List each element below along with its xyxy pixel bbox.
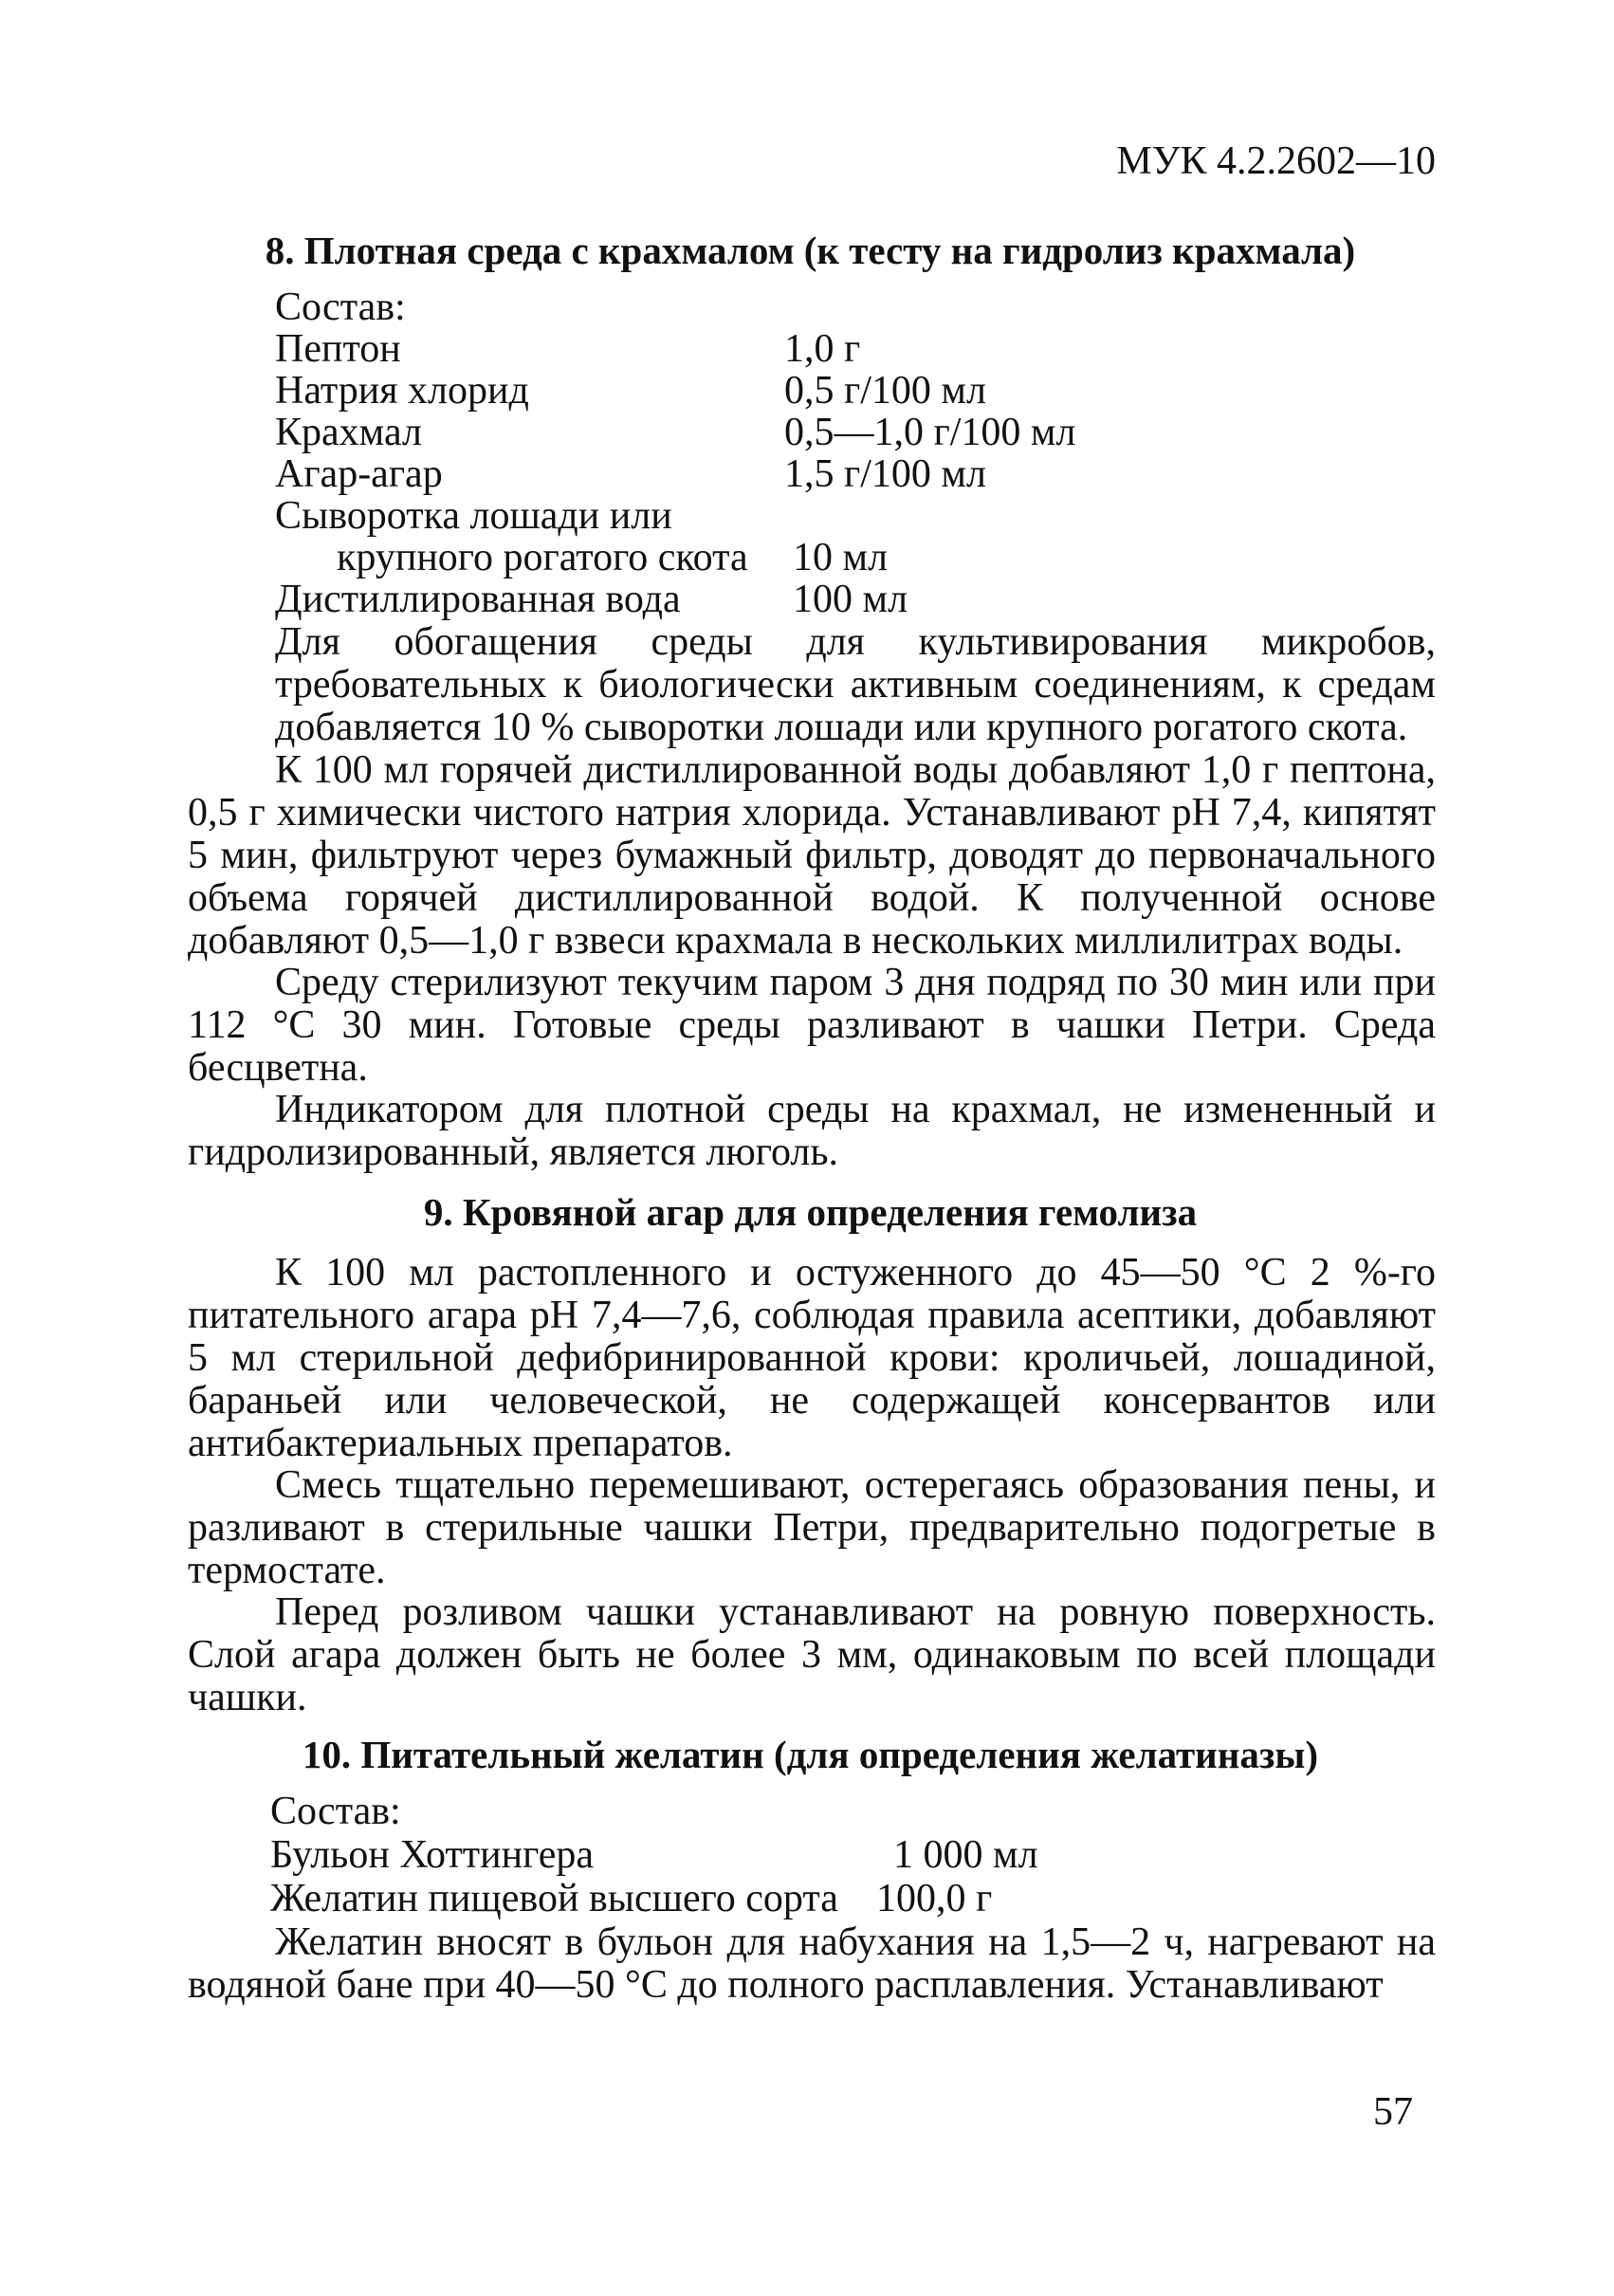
ingredient-amount: 1,0 г — [784, 327, 861, 371]
section-8-paragraph: Для обогащения среды для культивирования микробов, требовательных к биологически активным соединениям, к средам добавляется 10 % сыворотки лошади или крупного рогатого скота. — [275, 620, 1436, 749]
section-10-composition-label: Состав: — [270, 1790, 401, 1833]
section-8-paragraph: К 100 мл горячей дистиллированной воды добавляют 1,0 г пептона, 0,5 г химически чистого натрия хлорида. Устанавливают pH 7,4, кипятят 5 мин, фильтруют через бумажный фильтр, доводят до первоначального объема горячей дистиллированной водой. К полученной основе добавляют 0,5—1,0 г взвеси крахмала в нескольких миллилитрах воды. — [188, 748, 1436, 963]
section-9-paragraph: К 100 мл растопленного и остуженного до 45—50 °С 2 %-го питательного агара pH 7,4—7,6, соблюдая правила асептики, добавляют 5 мл стерильной дефибринированной крови: кроличьей, лошадиной, бараньей или человеческой, не содержащей консервантов или антибактериальных препаратов. — [188, 1251, 1436, 1465]
ingredient-amount: 100,0 г — [876, 1877, 993, 1920]
ingredient-name: Сыворотка лошади или — [275, 494, 672, 538]
section-10-title: 10. Питательный желатин (для определения желатиназы) — [302, 1733, 1319, 1776]
page-number: 57 — [1373, 2090, 1413, 2134]
ingredient-name: Агар-агар — [275, 452, 443, 496]
ingredient-amount: 0,5—1,0 г/100 мл — [784, 411, 1076, 454]
document-code: МУК 4.2.2602—10 — [1116, 139, 1436, 183]
section-9-paragraph: Перед розливом чашки устанавливают на ровную поверхность. Слой агара должен быть не более 3 мм, одинаковым по всей площади чашки. — [188, 1590, 1436, 1719]
ingredient-name: Бульон Хоттингера — [270, 1833, 595, 1877]
ingredient-name: Желатин пищевой высшего сорта — [270, 1877, 838, 1920]
ingredient-name: Натрия хлорид — [275, 369, 529, 413]
section-8-paragraph: Среду стерилизуют текучим паром 3 дня подряд по 30 мин или при 112 °С 30 мин. Готовые среды разливают в чашки Петри. Среда бесцветна. — [188, 961, 1436, 1090]
section-8-paragraph: Индикатором для плотной среды на крахмал, не измененный и гидролизированный, является люголь. — [188, 1088, 1436, 1174]
ingredient-amount: 100 мл — [793, 578, 908, 621]
section-10-paragraph: Желатин вносят в бульон для набухания на 1,5—2 ч, нагревают на водяной бане при 40—50 °С до полного расплавления. Устанавливают — [188, 1920, 1436, 2007]
section-8-title: 8. Плотная среда с крахмалом (к тесту на гидролиз крахмала) — [265, 229, 1356, 272]
section-9-title: 9. Кровяной агар для определения гемолиза — [423, 1190, 1198, 1234]
ingredient-amount: 0,5 г/100 мл — [784, 369, 986, 413]
ingredient-amount: 10 мл — [793, 536, 889, 579]
ingredient-name: крупного рогатого скота — [337, 536, 748, 579]
ingredient-name: Дистиллированная вода — [275, 578, 681, 621]
ingredient-amount: 1,5 г/100 мл — [784, 452, 986, 496]
section-8-composition-label: Состав: — [275, 285, 406, 329]
section-9-paragraph: Смесь тщательно перемешивают, остерегаясь образования пены, и разливают в стерильные чашки Петри, предварительно подогретые в термостате. — [188, 1463, 1436, 1592]
ingredient-name: Крахмал — [275, 411, 422, 454]
ingredient-name: Пептон — [275, 327, 401, 371]
ingredient-amount: 1 000 мл — [893, 1833, 1038, 1877]
